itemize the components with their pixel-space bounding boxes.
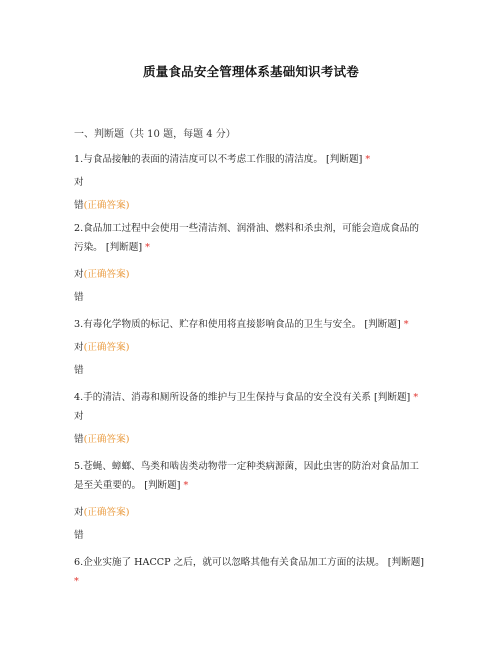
question-3-option-a: 对(正确答案): [74, 342, 130, 353]
question-1-text: 1.与食品接触的表面的清洁度可以不考虑工作服的清洁度。 [判断题] *: [74, 154, 371, 165]
correct-answer-label: (正确答案): [83, 507, 130, 518]
correct-answer-label: (正确答案): [83, 434, 130, 445]
question-1-option-b: 错(正确答案): [74, 200, 130, 211]
required-mark: *: [183, 480, 189, 491]
question-2-option-b: 错: [74, 292, 84, 303]
question-6-text: 6.企业实施了 HACCP 之后，就可以忽略其他有关食品加工方面的法规。 [判断题]: [74, 557, 425, 568]
question-3-option-b: 错: [74, 365, 84, 376]
question-2-option-a: 对(正确答案): [74, 269, 130, 280]
question-5-text-line-2: 是至关重要的。 [判断题] *: [74, 480, 189, 491]
question-1-option-a: 对: [74, 177, 84, 188]
question-2-text-line-1: 2.食品加工过程中会使用一些清洁剂、润滑油、燃料和杀虫剂，可能会造成食品的: [74, 223, 419, 234]
document-title: 质量食品安全管理体系基础知识考试卷: [143, 64, 359, 79]
question-5-text-line-1: 5.苍蝇、蟑螂、鸟类和啮齿类动物带一定种类病源菌，因此虫害的防治对食品加工: [74, 461, 419, 472]
required-mark: *: [365, 154, 371, 165]
question-4-text: 4.手的清洁、消毒和厕所设备的维护与卫生保持与食品的安全没有关系 [判断题] *: [74, 392, 419, 403]
required-mark: *: [413, 392, 419, 403]
question-4-option-a: 对: [74, 411, 84, 422]
question-2-text-line-2: 污染。 [判断题] *: [74, 242, 150, 253]
correct-answer-label: (正确答案): [83, 269, 130, 280]
correct-answer-label: (正确答案): [83, 342, 130, 353]
question-5-option-a: 对(正确答案): [74, 507, 130, 518]
correct-answer-label: (正确答案): [83, 200, 130, 211]
question-5-option-b: 错: [74, 530, 84, 541]
required-mark: *: [403, 319, 409, 330]
question-4-option-b: 错(正确答案): [74, 434, 130, 445]
section-heading: 一、判断题（共 10 题，每题 4 分）: [74, 129, 236, 140]
required-mark: *: [74, 576, 79, 587]
required-mark: *: [145, 242, 150, 253]
question-3-text: 3.有毒化学物质的标记、贮存和使用将直接影响食品的卫生与安全。 [判断题] *: [74, 319, 409, 330]
